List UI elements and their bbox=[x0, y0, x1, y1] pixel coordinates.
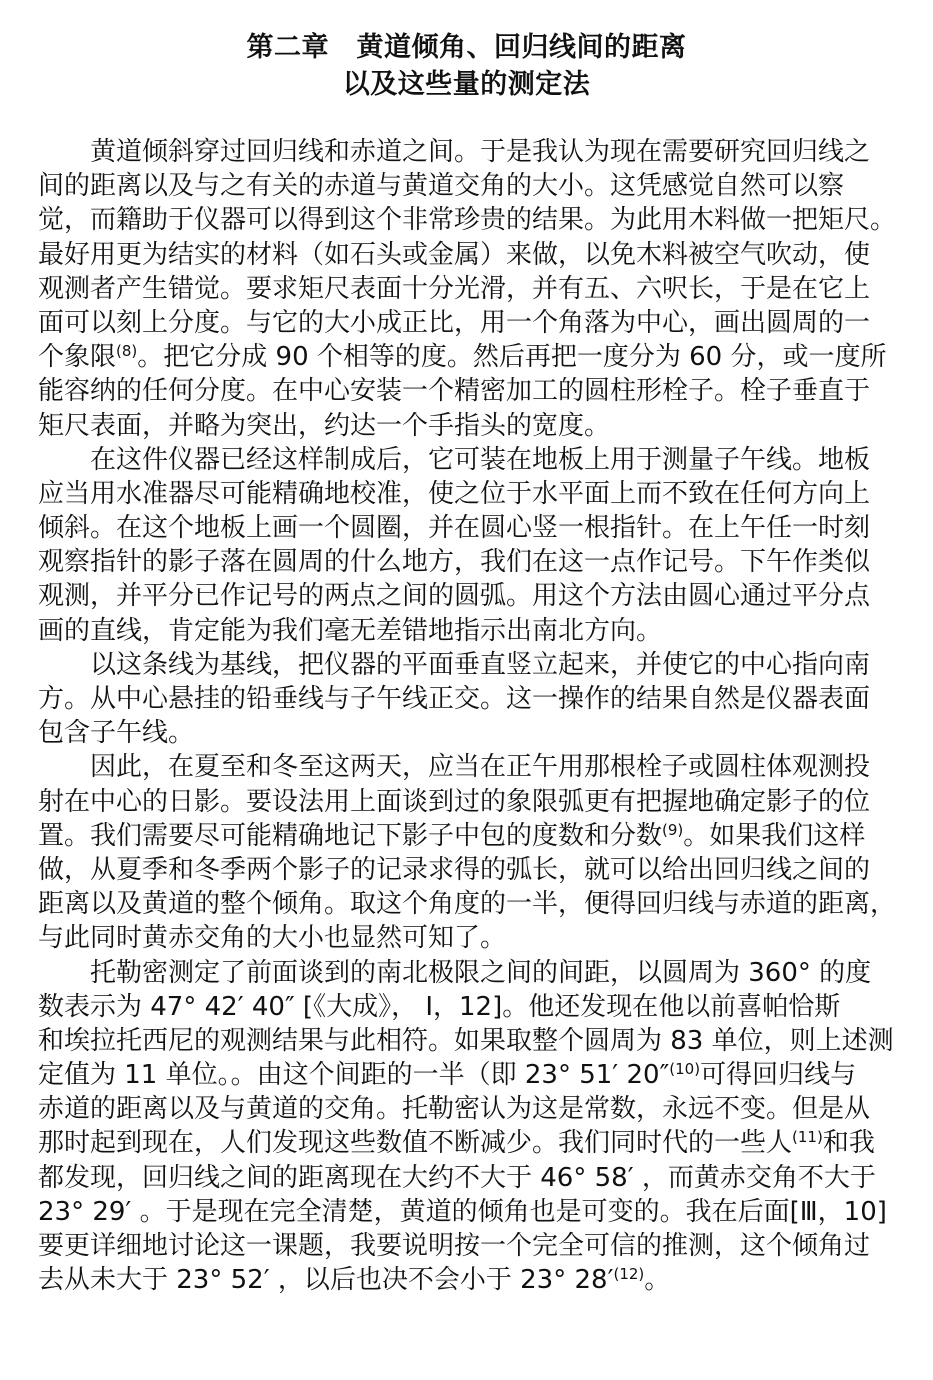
text-line: 观测者产生错觉。要求矩尺表面十分光滑，并有五、六呎长，于是在它上 bbox=[38, 273, 871, 304]
body-text bbox=[38, 135, 904, 1297]
text-segment: 置。我们需要尽可能精确地记下影子中包的度数和分数 bbox=[38, 820, 663, 851]
text-line: 观察指针的影子落在圆周的什么地方，我们在这一点作记号。下午作类似 bbox=[38, 547, 871, 578]
text-line-with-note bbox=[38, 340, 904, 374]
text-line: 矩尺表面，并略为突出，约达一个手指头的宽度。 bbox=[38, 410, 611, 441]
text-segment: 。如果我们这样 bbox=[683, 820, 866, 851]
text-line: 要更详细地讨论这一课题，我要说明按一个完全可信的推测，这个倾角过 bbox=[38, 1231, 871, 1261]
text-line-with-note bbox=[38, 819, 904, 853]
paragraph-2 bbox=[38, 443, 904, 648]
footnote-ref-10[interactable]: (10) bbox=[669, 1060, 701, 1079]
text-line: 赤道的距离以及与黄道的交角。托勒密认为这是常数，永远不变。但是从 bbox=[38, 1094, 871, 1125]
text-line: 做，从夏季和冬季两个影子的记录求得的弧长，就可以给出回归线之间的 bbox=[38, 854, 871, 885]
footnote-ref-11[interactable]: (11) bbox=[792, 1128, 823, 1147]
text-line: 应当用水准器尽可能精确地校准，使之位于水平面上而不致在任何方向上 bbox=[38, 478, 871, 509]
text-line: 间的距离以及与之有关的赤道与黄道交角的大小。这凭感觉自然可以察 bbox=[38, 171, 845, 202]
text-line-with-note bbox=[38, 1263, 904, 1297]
paragraph-3 bbox=[38, 648, 904, 751]
paragraph-1 bbox=[38, 135, 904, 443]
text-line: 射在中心的日影。要设法用上面谈到过的象限弧更有把握地确定影子的位 bbox=[38, 786, 871, 817]
text-line-with-note bbox=[38, 1126, 904, 1160]
text-segment: 。 bbox=[644, 1265, 671, 1296]
text-line: 托勒密测定了前面谈到的南北极限之间的间距，以圆周为 360° 的度 bbox=[90, 957, 872, 988]
text-line-with-note bbox=[38, 1058, 904, 1092]
chapter-title-line-2: 以及这些量的测定法 bbox=[342, 69, 591, 100]
text-line: 23° 29′ 。于是现在完全清楚，黄道的倾角也是可变的。我在后面[Ⅲ，10] bbox=[38, 1196, 887, 1227]
text-line: 能容纳的任何分度。在中心安装一个精密加工的圆柱形栓子。栓子垂直于 bbox=[38, 376, 871, 407]
text-line: 以这条线为基线，把仪器的平面垂直竖立起来，并使它的中心指向南 bbox=[90, 649, 871, 680]
paragraph-4 bbox=[38, 750, 904, 955]
chapter-title-line-1: 第二章 黄道倾角、回归线间的距离 bbox=[246, 32, 687, 63]
text-line: 最好用更为结实的材料（如石头或金属）来做，以免木料被空气吹动，使 bbox=[38, 239, 871, 270]
text-segment: 。把它分成 90 个相等的度。然后再把一度分为 60 分，或一度所 bbox=[137, 342, 887, 373]
footnote-ref-12[interactable]: (12) bbox=[613, 1265, 645, 1284]
text-line: 因此，在夏至和冬至这两天，应当在正午用那根栓子或圆柱体观测投 bbox=[90, 752, 871, 783]
text-line: 方。从中心悬挂的铅垂线与子午线正交。这一操作的结果自然是仪器表面 bbox=[38, 684, 871, 714]
footnote-ref-9[interactable]: (9) bbox=[662, 820, 684, 839]
footnote-ref-8[interactable]: (8) bbox=[116, 342, 138, 361]
text-line: 画的直线，肯定能为我们毫无差错地指示出南北方向。 bbox=[38, 615, 663, 646]
paragraph-5 bbox=[38, 956, 904, 1298]
text-line: 面可以刻上分度。与它的大小成正比，用一个角落为中心，画出圆周的一 bbox=[38, 307, 871, 338]
text-line: 和埃拉托西尼的观测结果与此相符。如果取整个圆周为 83 单位，则上述测 bbox=[38, 1025, 894, 1056]
text-line: 包含子午线。 bbox=[38, 718, 195, 749]
text-line: 在这件仪器已经这样制成后，它可装在地板上用于测量子午线。地板 bbox=[90, 444, 871, 475]
text-line: 与此同时黄赤交角的大小也显然可知了。 bbox=[38, 923, 507, 954]
text-segment: 可得回归线与 bbox=[700, 1060, 857, 1091]
text-segment: 和我 bbox=[822, 1128, 875, 1159]
text-line: 觉，而籍助于仪器可以得到这个非常珍贵的结果。为此用木料做一把矩尺。 bbox=[38, 205, 897, 236]
text-segment: 定值为 11 单位。。由这个间距的一半（即 23° 51′ 20″ bbox=[38, 1060, 670, 1091]
text-line: 观测，并平分已作记号的两点之间的圆弧。用这个方法由圆心通过平分点 bbox=[38, 581, 871, 612]
text-line: 距离以及黄道的整个倾角。取这个角度的一半，便得回归线与赤道的距离， bbox=[38, 889, 897, 920]
text-segment: 个象限 bbox=[38, 342, 117, 373]
text-line: 黄道倾斜穿过回归线和赤道之间。于是我认为现在需要研究回归线之 bbox=[90, 137, 871, 167]
text-segment: 那时起到现在，人们发现这些数值不断减少。我们同时代的一些人 bbox=[38, 1128, 793, 1159]
text-line: 倾斜。在这个地板上画一个圆圈，并在圆心竖一根指针。在上午任一时刻 bbox=[38, 513, 871, 544]
text-segment: 去从未大于 23° 52′ ，以后也决不会小于 23° 28′ bbox=[38, 1265, 614, 1296]
text-line: 都发现，回归线之间的距离现在大约不大于 46° 58′ ，而黄赤交角不大于 bbox=[38, 1162, 876, 1193]
text-line: 数表示为 47° 42′ 40″ [《大成》， Ⅰ，12]。他还发现在他以前喜帕恰斯 bbox=[38, 991, 841, 1022]
